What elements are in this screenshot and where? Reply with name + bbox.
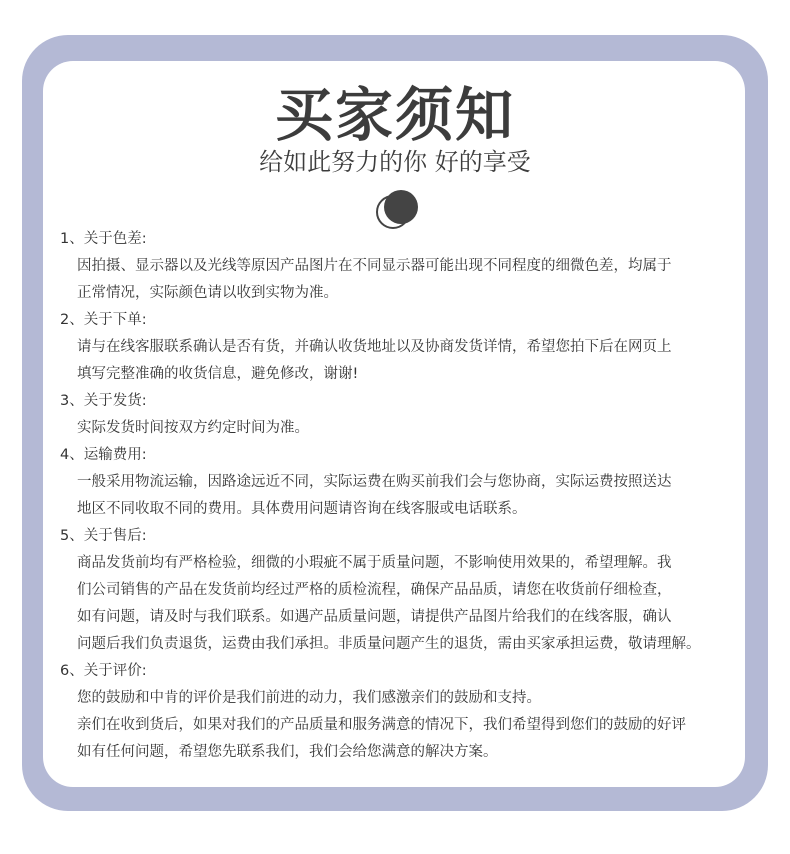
section-freight-cost (60, 442, 760, 523)
section-line: 如有问题，请及时与我们联系。如遇产品质量问题，请提供产品图片给我们的在线客服，确认 (77, 609, 672, 625)
section-line: 请与在线客服联系确认是否有货，并确认收货地址以及协商发货详情，希望您拍下后在网页上 (77, 339, 672, 355)
section-after-sales (60, 523, 760, 658)
section-line: 们公司销售的产品在发货前均经过严格的质检流程，确保产品品质，请您在收货前仔细检查， (77, 582, 672, 598)
section-line: 填写完整准确的收货信息，避免修改，谢谢! (77, 366, 359, 382)
section-color-difference (60, 226, 760, 307)
page-subtitle: 给如此努力的你 好的享受 (259, 148, 531, 176)
page-title: 买家须知 (274, 81, 515, 149)
section-title: 6、关于评价: (60, 663, 147, 679)
section-title: 2、关于下单: (60, 312, 147, 328)
section-ordering (60, 307, 760, 388)
section-line: 商品发货前均有严格检验，细微的小瑕疵不属于质量问题，不影响使用效果的，希望理解。我 (77, 555, 672, 571)
section-line: 地区不同收取不同的费用。具体费用问题请咨询在线客服或电话联系。 (77, 501, 527, 517)
notice-content (60, 226, 760, 766)
section-shipping (60, 388, 760, 442)
section-line: 一般采用物流运输，因路途远近不同，实际运费在购买前我们会与您协商，实际运费按照送达 (77, 474, 672, 490)
section-line: 亲们在收到货后，如果对我们的产品质量和服务满意的情况下，我们希望得到您们的鼓励的好评 (77, 717, 686, 733)
section-title: 1、关于色差: (60, 231, 147, 247)
section-line: 如有任何问题，希望您先联系我们，我们会给您满意的解决方案。 (77, 744, 498, 760)
section-line: 问题后我们负责退货，运费由我们承担。非质量问题产生的退货，需由买家承担运费，敬请理解。 (77, 636, 701, 652)
section-line: 因拍摄、显示器以及光线等原因产品图片在不同显示器可能出现不同程度的细微色差，均属于 (77, 258, 672, 274)
section-reviews (60, 658, 760, 766)
section-title: 4、运输费用: (60, 447, 147, 463)
section-line: 实际发货时间按双方约定时间为准。 (77, 420, 309, 436)
section-title: 3、关于发货: (60, 393, 147, 409)
section-line: 您的鼓励和中肯的评价是我们前进的动力，我们感激亲们的鼓励和支持。 (77, 690, 541, 706)
moon-icon (373, 188, 423, 230)
section-line: 正常情况，实际颜色请以收到实物为准。 (77, 285, 338, 301)
section-title: 5、关于售后: (60, 528, 147, 544)
